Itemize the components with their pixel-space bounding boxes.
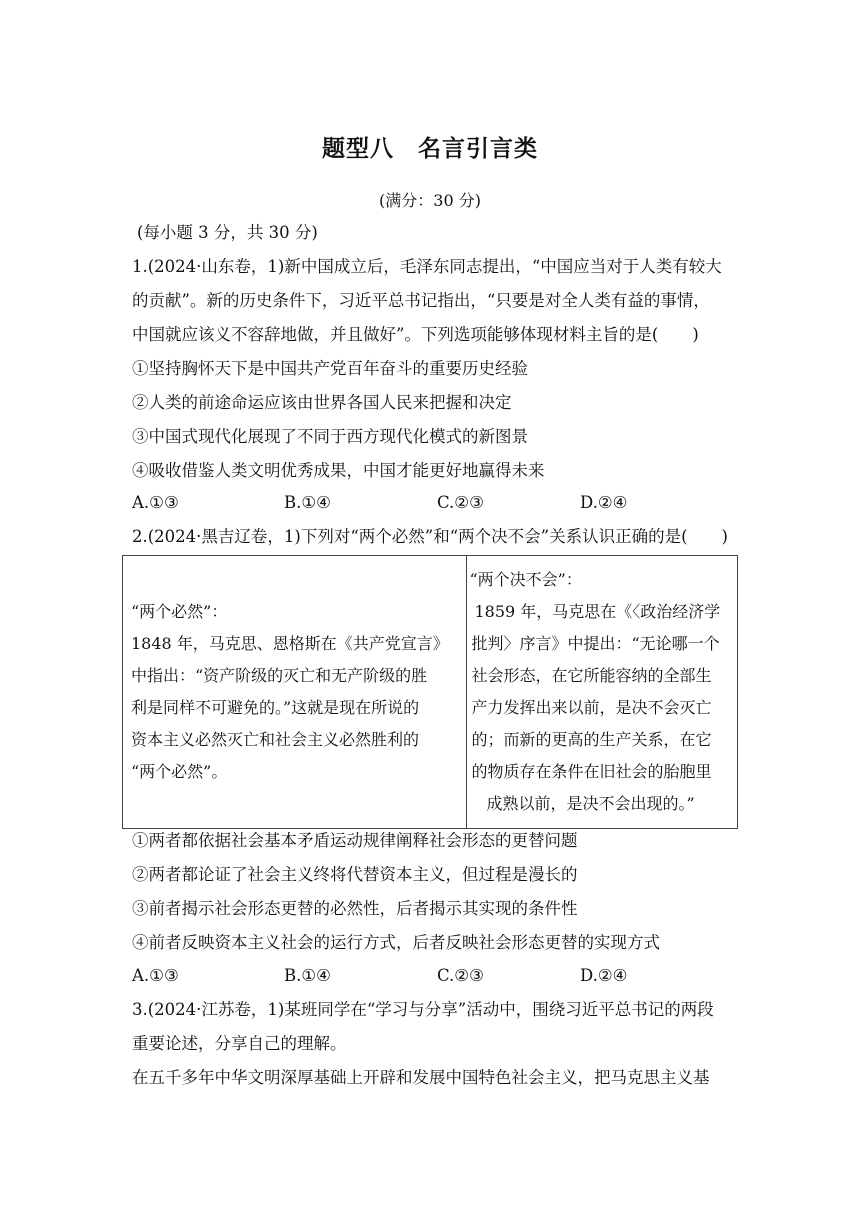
q1-paren-close: ): [692, 325, 699, 344]
q2-option-d[interactable]: D.②④: [580, 966, 628, 985]
q1-options: [132, 493, 732, 515]
q1-item-2: ②人类的前途命运应该由世界各国人民来把握和决定: [132, 393, 512, 412]
right-cell-line: 产力发挥出来以前，是决不会灭亡: [471, 698, 712, 717]
q1-option-a[interactable]: A.①③: [132, 493, 179, 512]
right-cell-line: 成熟以前，是决不会出现的。”: [486, 794, 695, 813]
left-cell-line: 中指出：“资产阶级的灭亡和无产阶级的胜: [131, 666, 428, 685]
q1-item-3: ③中国式现代化展现了不同于西方现代化模式的新图景: [132, 427, 528, 446]
q1-stem-end: 中国就应该义不容辞地做，并且做好”。下列选项能够体现材料主旨的是(: [132, 325, 659, 344]
q3-line-2: 重要论述，分享自己的理解。: [132, 1034, 347, 1053]
q1-line-2: 的贡献”。新的历史条件下，习近平总书记指出，“只要是对全人类有益的事情，: [132, 291, 710, 310]
page-title: 题型八 名言引言类: [322, 136, 538, 162]
right-cell-line: “两个决不会”：: [469, 570, 582, 589]
q2-option-b[interactable]: B.①④: [284, 966, 331, 985]
left-cell-line: “两个必然”。: [131, 762, 228, 781]
q1-option-b[interactable]: B.①④: [284, 493, 331, 512]
q1-line-1: 1.(2024·山东卷，1)新中国成立后，毛泽东同志提出，“中国应当对于人类有较大: [132, 257, 722, 276]
q1-option-c[interactable]: C.②③: [437, 493, 484, 512]
q1-item-4: ④吸收借鉴人类文明优秀成果，中国才能更好地赢得未来: [132, 461, 545, 480]
q2-item-4: ④前者反映资本主义社会的运行方式，后者反映社会形态更替的实现方式: [132, 933, 660, 952]
q1-option-d[interactable]: D.②④: [580, 493, 628, 512]
left-cell-two-inevitables: [123, 556, 467, 829]
q2-stem-text: 2.(2024·黑吉辽卷，1)下列对“两个必然”和“两个决不会”关系认识正确的是(: [132, 527, 688, 546]
left-cell-line: 利是同样不可避免的。”这就是现在所说的: [131, 698, 420, 717]
left-cell-line: 资本主义必然灭亡和社会主义必然胜利的: [131, 730, 420, 749]
q2-item-2: ②两者都论证了社会主义终将代替资本主义，但过程是漫长的: [132, 865, 578, 884]
right-cell-line: 的物质存在条件在旧社会的胎胞里: [471, 762, 712, 781]
q2-paren-close: ): [721, 527, 728, 546]
q1-item-1: ①坚持胸怀天下是中国共产党百年奋斗的重要历史经验: [132, 359, 528, 378]
q2-item-1: ①两者都依据社会基本矛盾运动规律阐释社会形态的更替问题: [132, 831, 578, 850]
q2-option-a[interactable]: A.①③: [132, 966, 179, 985]
q2-options: [132, 966, 732, 988]
q2-stem: [132, 526, 728, 548]
right-cell-line: 1859 年，马克思在《〈政治经济学: [474, 602, 721, 621]
q2-material-table: [122, 555, 738, 829]
full-score: (满分：30 分): [379, 191, 481, 210]
left-cell-line: 1848 年，马克思、恩格斯在《共产党宣言》: [131, 634, 449, 653]
right-cell-two-nevers: [466, 556, 738, 829]
right-cell-line: 的；而新的更高的生产关系，在它: [471, 730, 712, 749]
right-cell-line: 批判〉序言》中提出：“无论哪一个: [471, 634, 720, 653]
left-cell-line: “两个必然”：: [131, 602, 228, 621]
q2-option-c[interactable]: C.②③: [437, 966, 484, 985]
q3-line-3: 在五千多年中华文明深厚基础上开辟和发展中国特色社会主义，把马克思主义基: [132, 1068, 710, 1087]
q2-item-3: ③前者揭示社会形态更替的必然性，后者揭示其实现的条件性: [132, 899, 578, 918]
right-cell-line: 社会形态，在它所能容纳的全部生: [471, 666, 712, 685]
q3-line-1: 3.(2024·江苏卷，1)某班同学在“学习与分享”活动中，围绕习近平总书记的两段: [132, 1000, 714, 1019]
q1-line-3: [132, 324, 699, 346]
instruction: (每小题 3 分，共 30 分): [137, 223, 318, 242]
